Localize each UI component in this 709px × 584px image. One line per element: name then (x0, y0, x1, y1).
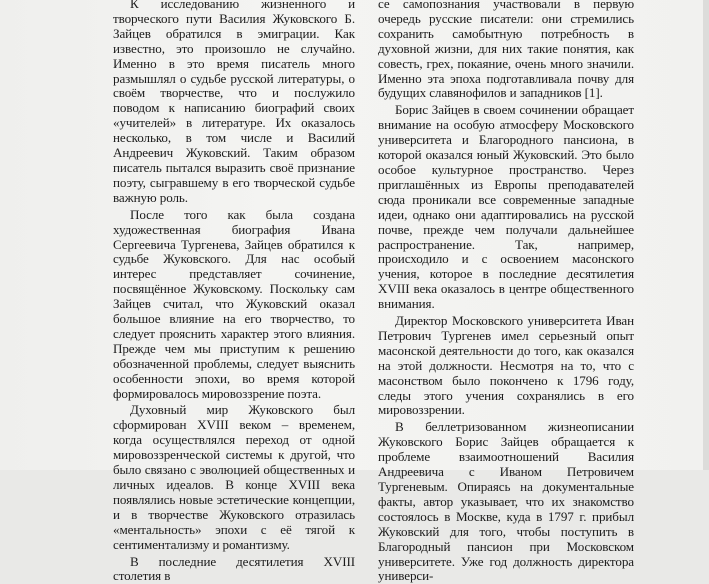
paragraph: Духовный мир Жуковского был сформирован XVIII веком – временем, когда осуществлялся переход от одной мировоззренческой системы к другой, что было связано с эволюцией общественных и личных идеалов. В конце XVIII века появлялись новые эстетические концепции, и в творчестве Жуковского отразилась «ментальность» эпохи с её тягой к сентиментализму и романтизму. (113, 402, 355, 552)
paragraph: После того как была создана художественная биография Ивана Сергеевича Тургенева, Зайцев обратился к судьбе Жуковского. Для нас особый интерес представляет сочинение, посвящённое Жуковскому. Поскольку сам Зайцев считал, что Жуковский оказал большое влияние на его творчество, то следует прояснить характер этого влияния. Прежде чем мы приступим к решению обозначенной проблемы, следует выяснить особенности эпохи, во время которой формировалось мировоззрение поэта. (113, 206, 355, 401)
paragraph: се самопознания участвовали в первую очередь русские писатели: они стремились сохранить самобытную потребность в духовной жизни, для них такие понятия, как совесть, грех, покаяние, очень много значили. Именно эта эпоха подготавливала почву для будущих славянофилов и западников [1]. (378, 0, 634, 101)
paragraph: Борис Зайцев в своем сочинении обращает внимание на особую атмосферу Московского университета и Благородного пансиона, в которой оказался юный Жуковский. Это было особое культурное пространство. Через приглашённых из Европы преподавателей сюда проникали все современные западные идеи, однако они адаптировались на русской почве, прежде чем получали дальнейшее распространение. Так, например, происходило и с освоением масонского учения, которое в последние десятилетия XVIII века оказалось в центре общественного внимания. (378, 102, 634, 312)
page-edge (703, 0, 709, 470)
paragraph: В последние десятилетия XVIII столетия в (113, 553, 355, 584)
left-text-column (113, 0, 355, 584)
paragraph: К исследованию жизненного и творческого пути Василия Жуковского Б. Зайцев обратился в эмиграции. Как известно, это произошло не случайно. Именно в это время писатель много размышлял о судьбе русской литературы, о своём творчестве, что и послужило поводом к написанию биографий своих «учителей» в литературе. Их оказалось несколько, в том числе и Василий Андреевич Жуковский. Таким образом писатель пытался выразить своё признание поэту, сыгравшему в его творческой судьбе важную роль. (113, 0, 355, 205)
right-text-column (378, 0, 634, 584)
paragraph: Директор Московского университета Иван Петрович Тургенев имел серьезный опыт масонской деятельности до того, как оказался на этой должности. Несмотря на то, что с масонством было покончено к 1796 году, следы этого учения сохранялись в его мировоззрении. (378, 313, 634, 418)
paragraph: В беллетризованном жизнеописании Жуковского Борис Зайцев обращается к проблеме взаимоотношений Василия Андреевича с Иваном Петровичем Тургеневым. Опираясь на документальные факты, автор указывает, что их знакомство состоялось в Москве, куда в 1797 г. прибыл Жуковский для того, чтобы поступить в Благородный пансион при Московском университете. Уже год должность директора универси- (378, 419, 634, 584)
